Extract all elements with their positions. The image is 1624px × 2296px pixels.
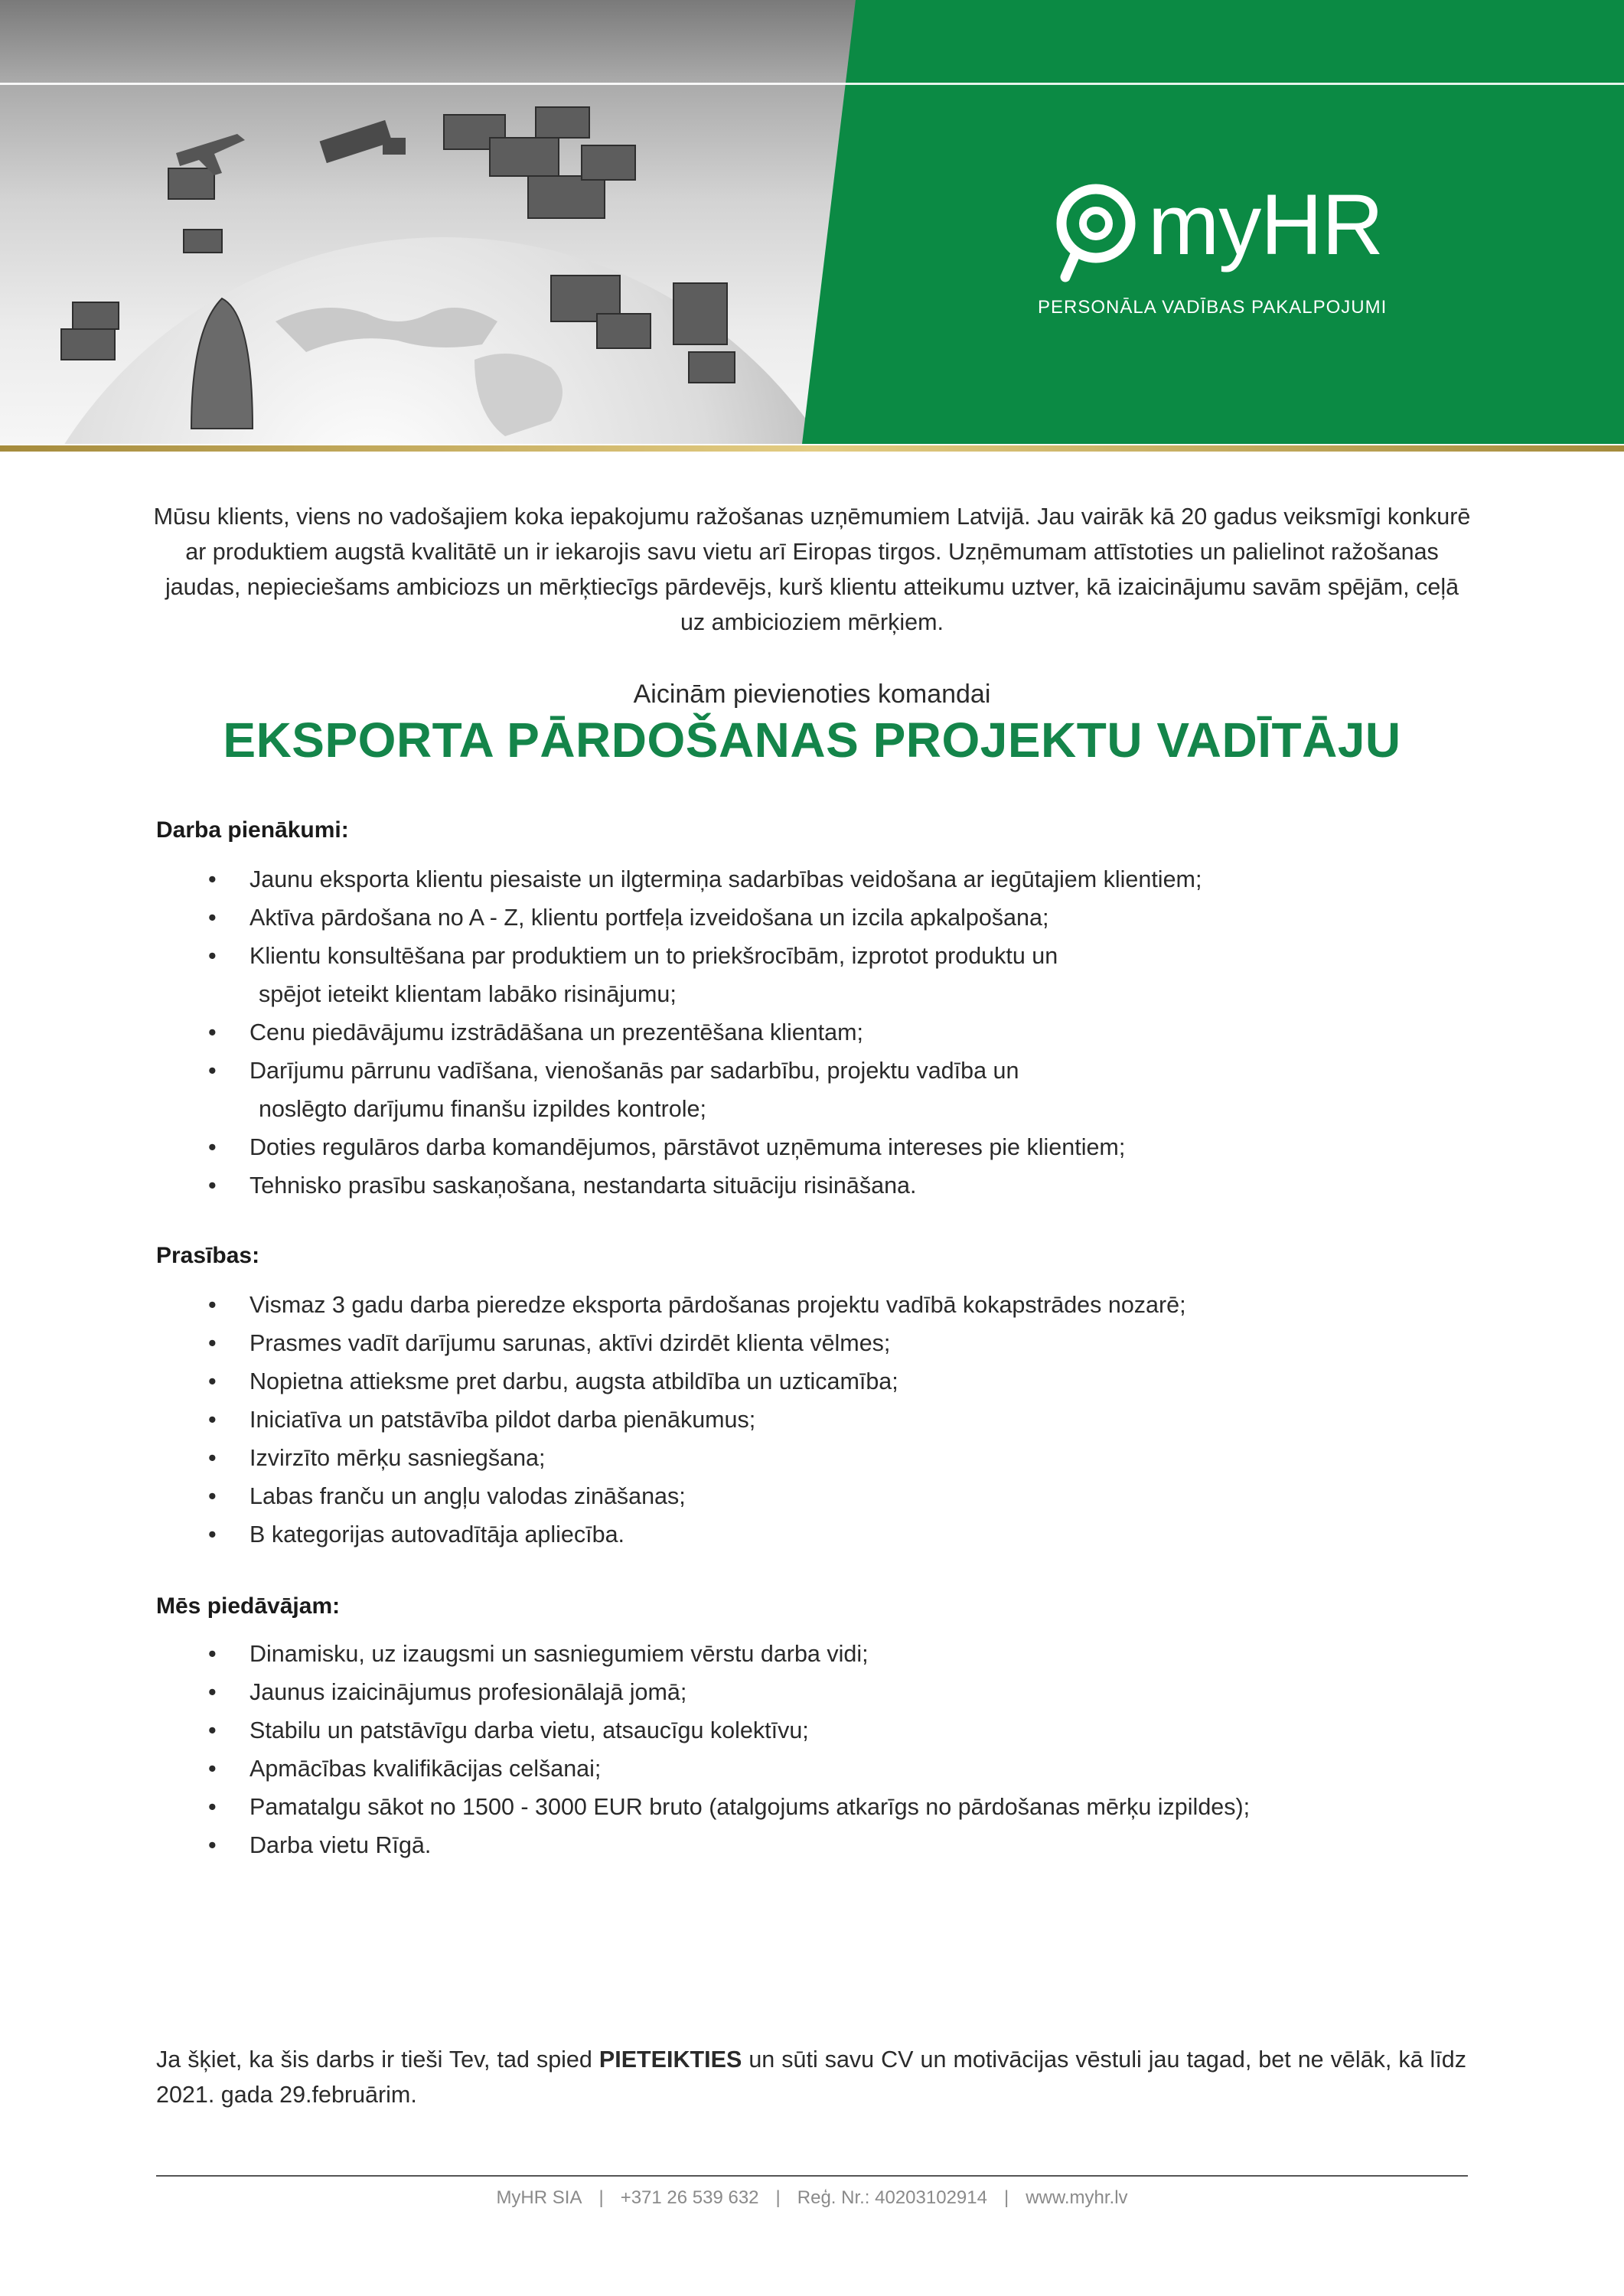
bullet-icon: • xyxy=(208,943,217,969)
bullet-icon: • xyxy=(208,1756,217,1782)
bullet-icon: • xyxy=(208,1794,217,1820)
bullet-icon: • xyxy=(208,1483,217,1509)
bullet-icon: • xyxy=(208,1832,217,1858)
bullet-icon: • xyxy=(208,1019,217,1045)
job-title: EKSPORTA PĀRDOŠANAS PROJEKTU VADĪTĀJU xyxy=(223,713,1401,768)
requirements-heading: Prasības: xyxy=(156,1243,260,1268)
bullet-icon: • xyxy=(208,1679,217,1705)
bullet-icon: • xyxy=(208,1134,217,1160)
offer-list xyxy=(0,1635,1624,1864)
gold-divider xyxy=(0,445,1624,452)
footer-phone[interactable]: +371 26 539 632 xyxy=(620,2187,759,2208)
bullet-icon: • xyxy=(208,866,217,892)
list-item: • Apmācības kvalifikācijas celšanai; xyxy=(0,1750,1624,1788)
list-item: • Darba vietu Rīgā. xyxy=(0,1826,1624,1864)
list-item: • B kategorijas autovadītāja apliecība. xyxy=(0,1515,1624,1554)
footer-contacts xyxy=(0,2187,1624,2209)
footer-divider xyxy=(156,2175,1468,2177)
list-item: • Klientu konsultēšana par produktiem un to priekšrocībām, izprotot produktu un spējot ieteikt klientam labāko risinājumu; xyxy=(0,937,1624,1013)
bullet-icon: • xyxy=(208,1407,217,1433)
list-item: • Darījumu pārrunu vadīšana, vienošanās par sadarbību, projektu vadība un noslēgto darījumu finanšu izpildes kontrole; xyxy=(0,1052,1624,1128)
bullet-icon: • xyxy=(208,1717,217,1743)
footer-website-link[interactable]: www.myhr.lv xyxy=(1026,2187,1128,2208)
list-item: • Tehnisko prasību saskaņošana, nestandarta situāciju risināšana. xyxy=(0,1166,1624,1205)
list-item-continuation: noslēgto darījumu finanšu izpildes kontrole; xyxy=(259,1096,706,1122)
apply-paragraph: Ja šķiet, ka šis darbs ir tieši Tev, tad spied PIETEIKTIES un sūti savu CV un motivācijas vēstuli jau tagad, bet ne vēlāk, kā līdz 2021. gada 29.februārim. xyxy=(156,2047,1467,2108)
magnifier-logo-icon xyxy=(1048,181,1148,288)
list-item: • Prasmes vadīt darījumu sarunas, aktīvi dzirdēt klienta vēlmes; xyxy=(0,1324,1624,1362)
list-item: • Nopietna attieksme pret darbu, augsta atbildība un uzticamība; xyxy=(0,1362,1624,1401)
bullet-icon: • xyxy=(208,1292,217,1318)
list-item: • Pamatalgu sākot no 1500 - 3000 EUR bruto (atalgojums atkarīgs no pārdošanas mērķu izpildes); xyxy=(0,1788,1624,1826)
list-item: • Cenu piedāvājumu izstrādāšana un prezentēšana klientam; xyxy=(0,1013,1624,1052)
header-divider-line xyxy=(0,83,1624,85)
logo-wordmark: myHR xyxy=(1148,177,1384,272)
footer-separator: | xyxy=(598,2187,604,2208)
list-item: • Labas franču un angļu valodas zināšanas; xyxy=(0,1477,1624,1515)
intro-paragraph: Mūsu klients, viens no vadošajiem koka iepakojumu ražošanas uzņēmumiem Latvijā. Jau vairāk kā 20 gadus veiksmīgi konkurē ar produktiem augstā kvalitātē un ir iekarojis savu vietu arī Eiropas tirgos. Uzņēmumam attīstoties un palielinot ražošanas jaudas, nepieciešams ambiciozs un mērķtiecīgs pārdevējs, kurš klientu atteikumu uztver, kā izaicinājumu savām spējām, ceļā uz ambicioziem mērķiem. xyxy=(153,504,1471,635)
duties-heading: Darba pienākumi: xyxy=(156,817,349,843)
myhr-logo[interactable] xyxy=(1048,174,1401,282)
bullet-icon: • xyxy=(208,1445,217,1471)
footer-separator: | xyxy=(775,2187,781,2208)
bullet-icon: • xyxy=(208,1172,217,1199)
bullet-icon: • xyxy=(208,1368,217,1394)
bullet-icon: • xyxy=(208,1641,217,1667)
bullet-icon: • xyxy=(208,1521,217,1548)
footer-company: MyHR SIA xyxy=(496,2187,582,2208)
list-item-continuation: spējot ieteikt klientam labāko risinājumu; xyxy=(259,981,677,1007)
list-item: • Izvirzīto mērķu sasniegšana; xyxy=(0,1439,1624,1477)
duties-list xyxy=(0,860,1624,1205)
list-item: • Dinamisku, uz izaugsmi un sasniegumiem vērstu darba vidi; xyxy=(0,1635,1624,1673)
requirements-list xyxy=(0,1286,1624,1554)
logo-tagline: PERSONĀLA VADĪBAS PAKALPOJUMI xyxy=(1038,297,1388,318)
invite-subtitle: Aicinām pievienoties komandai xyxy=(633,680,991,709)
bullet-icon: • xyxy=(208,1330,217,1356)
list-item: • Jaunus izaicinājumus profesionālajā jomā; xyxy=(0,1673,1624,1711)
list-item: • Stabilu un patstāvīgu darba vietu, atsaucīgu kolektīvu; xyxy=(0,1711,1624,1750)
offer-heading: Mēs piedāvājam: xyxy=(156,1593,341,1619)
header-banner xyxy=(0,0,1624,444)
footer-separator: | xyxy=(1003,2187,1009,2208)
list-item: • Vismaz 3 gadu darba pieredze eksporta pārdošanas projektu vadībā kokapstrādes nozarē; xyxy=(0,1286,1624,1324)
list-item: • Iniciatīva un patstāvība pildot darba pienākumus; xyxy=(0,1401,1624,1439)
bullet-icon: • xyxy=(208,905,217,931)
apply-button-text[interactable]: PIETEIKTIES xyxy=(598,2047,742,2073)
list-item: • Aktīva pārdošana no A - Z, klientu portfeļa izveidošana un izcila apkalpošana; xyxy=(0,899,1624,937)
bullet-icon: • xyxy=(208,1058,217,1084)
globe-logistics-image xyxy=(0,0,918,444)
list-item: • Jaunu eksporta klientu piesaiste un ilgtermiņa sadarbības veidošana ar iegūtajiem klientiem; xyxy=(0,860,1624,899)
footer-reg-number: Reģ. Nr.: 40203102914 xyxy=(797,2187,987,2208)
list-item: • Doties regulāros darba komandējumos, pārstāvot uzņēmuma intereses pie klientiem; xyxy=(0,1128,1624,1166)
